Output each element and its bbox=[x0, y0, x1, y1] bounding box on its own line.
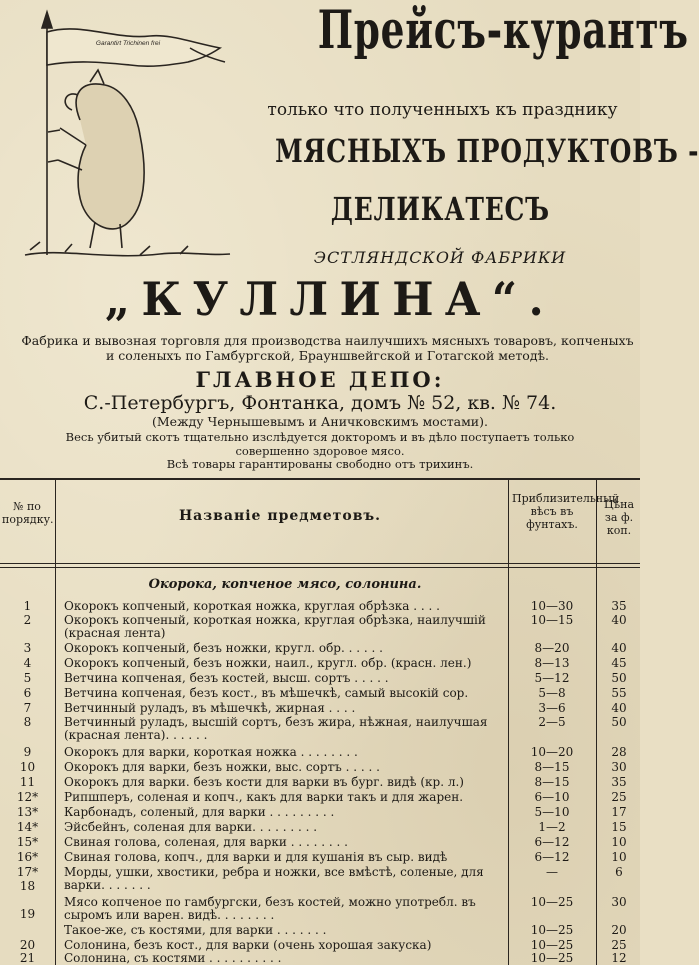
header-bottom-rule bbox=[0, 563, 640, 564]
row-name: Окорокъ для варки, короткая ножка . . . . . . . . bbox=[64, 745, 358, 759]
inspection-note: Весь убитый скотъ тщательно изслѣдуется докторомъ и въ дѣло поступаетъ только совершенно здоровое мясо. bbox=[65, 430, 575, 458]
row-weight: 8—20 bbox=[534, 641, 570, 655]
row-num: 1 bbox=[23, 599, 32, 613]
page-title: Прейсъ-курантъ bbox=[317, 0, 689, 61]
row-weight: 10—25 bbox=[530, 895, 574, 909]
row-weight: 6—10 bbox=[534, 790, 570, 804]
brand-name: „КУЛЛИНА“. bbox=[104, 272, 556, 326]
col-divider-1 bbox=[55, 478, 56, 965]
row-name: Окорокъ копченый, безъ ножки, кругл. обр. . . . . . bbox=[64, 641, 383, 655]
row-name: Окорокъ для варки, безъ ножки, выс. сортъ . . . . . bbox=[64, 760, 380, 774]
row-weight: 10—15 bbox=[530, 613, 574, 627]
row-name: Ветчина копченая, безъ кост., въ мѣшечкѣ, самый высокій сор. bbox=[64, 686, 469, 700]
row-num: 18 bbox=[19, 879, 36, 893]
row-weight: 8—15 bbox=[534, 775, 570, 789]
row-name: Солонина, безъ кост., для варки (очень хорошая закуска) bbox=[64, 938, 432, 952]
row-price: 28 bbox=[611, 745, 627, 759]
row-weight: 6—12 bbox=[534, 850, 570, 864]
row-price: 6 bbox=[615, 865, 623, 879]
row-num: 6 bbox=[23, 686, 32, 700]
row-weight: 10—20 bbox=[530, 745, 574, 759]
col-divider-3 bbox=[596, 478, 597, 965]
row-weight: 5—10 bbox=[534, 805, 570, 819]
depot-address: С.-Петербургъ, Фонтанка, домъ № 52, кв. № 74. bbox=[83, 392, 557, 414]
row-num: 5 bbox=[23, 671, 32, 685]
row-weight: — bbox=[546, 865, 558, 879]
row-price: 30 bbox=[611, 760, 627, 774]
row-price: 50 bbox=[611, 715, 627, 729]
guarantee-note: Всѣ товары гарантированы свободно отъ трихинъ. bbox=[166, 457, 474, 471]
price-table bbox=[0, 478, 640, 965]
company-description: Фабрика и вывозная торговля для производства наилучшихъ мясныхъ товаровъ, копченыхъ и соленыхъ по Гамбургской, Брауншвейгской и Готагской методѣ. bbox=[21, 333, 634, 363]
row-num: 21 bbox=[19, 951, 36, 965]
main-depot-heading: ГЛАВНОЕ ДЕПО: bbox=[195, 367, 445, 392]
estonian-factory-line: ЭСТЛЯНДСКОЙ ФАБРИКИ bbox=[313, 248, 567, 267]
row-weight: 3—6 bbox=[538, 701, 566, 715]
header-bottom-rule-2 bbox=[0, 567, 640, 568]
row-num: 10 bbox=[19, 760, 36, 774]
row-price: 45 bbox=[611, 656, 627, 670]
row-weight: 10—25 bbox=[530, 951, 574, 965]
row-name: Рипшперъ, соленая и копч., какъ для варки такъ и для жарен. bbox=[64, 790, 464, 804]
row-num: 3 bbox=[23, 641, 32, 655]
meat-products-heading: МЯСНЫХЪ ПРОДУКТОВЪ - bbox=[275, 132, 699, 170]
row-price: 25 bbox=[611, 790, 627, 804]
section-title: Окорока, копченое мясо, солонина. bbox=[148, 577, 422, 592]
row-weight: 2—5 bbox=[538, 715, 566, 729]
row-name: Мясо копченое по гамбургски, безъ костей, можно употребл. въ сыромъ или варен. видѣ. . . . . . . . bbox=[64, 895, 476, 922]
row-price: 35 bbox=[611, 599, 627, 613]
row-weight: 5—12 bbox=[534, 671, 570, 685]
row-price: 10 bbox=[611, 835, 627, 849]
row-num: 9 bbox=[23, 745, 32, 759]
address-note: (Между Чернышевымъ и Аничковскимъ мостами). bbox=[152, 414, 488, 429]
row-name: Окорокъ копченый, безъ ножки, наил., кругл. обр. (красн. лен.) bbox=[64, 656, 472, 670]
delicacy-heading: ДЕЛИКАТЕСЪ bbox=[330, 190, 550, 228]
row-num: 13* bbox=[16, 805, 39, 819]
row-num: 17* bbox=[16, 865, 39, 879]
row-price: 35 bbox=[611, 775, 627, 789]
pig-banner-illustration bbox=[20, 10, 235, 265]
row-name: Солонина, съ костями . . . . . . . . . . bbox=[64, 951, 282, 965]
row-price: 20 bbox=[611, 923, 627, 937]
row-num: 7 bbox=[23, 701, 32, 715]
row-num: 12* bbox=[16, 790, 39, 804]
banner-text: Garantirt Trichinen frei bbox=[95, 40, 161, 47]
row-price: 40 bbox=[611, 613, 627, 627]
row-weight: 5—8 bbox=[538, 686, 566, 700]
row-name: Ветчина копченая, безъ костей, высш. сортъ . . . . . bbox=[64, 671, 389, 685]
row-name: Такое-же, съ костями, для варки . . . . . . . bbox=[64, 923, 327, 937]
table-top-rule bbox=[0, 478, 640, 480]
row-name: Эйсбейнъ, соленая для варки. . . . . . . . . bbox=[64, 820, 318, 834]
header-num: № по порядку. bbox=[2, 500, 54, 526]
row-name: Свиная голова, копч., для варки и для кушанія въ сыр. видѣ bbox=[64, 850, 448, 864]
subtitle: только что полученныхъ къ празднику bbox=[267, 100, 618, 120]
row-price: 10 bbox=[611, 850, 627, 864]
row-num: 4 bbox=[23, 656, 32, 670]
header-weight: Приблизительный вѣсъ въ фунтахъ. bbox=[512, 492, 620, 531]
row-name: Ветчинный руладъ, въ мѣшечкѣ, жирная . . . . bbox=[64, 701, 356, 715]
row-price: 12 bbox=[611, 951, 627, 965]
row-num: 16* bbox=[16, 850, 39, 864]
row-num: 2 bbox=[23, 613, 32, 627]
row-price: 25 bbox=[611, 938, 627, 952]
row-num: 20 bbox=[19, 938, 36, 952]
row-weight: 10—25 bbox=[530, 923, 574, 937]
row-price: 50 bbox=[611, 671, 627, 685]
row-name: Ветчинный руладъ, высшій сортъ, безъ жира, нѣжная, наилучшая (красная лента). . . . . . bbox=[64, 715, 488, 742]
row-name: Окорокъ для варки. безъ кости для варки въ бург. видѣ (кр. л.) bbox=[64, 775, 464, 789]
row-price: 40 bbox=[611, 701, 627, 715]
row-weight: 10—25 bbox=[530, 938, 574, 952]
row-name: Окорокъ копченый, короткая ножка, круглая обрѣзка . . . . bbox=[64, 599, 440, 613]
row-price: 17 bbox=[611, 805, 627, 819]
row-price: 30 bbox=[611, 895, 627, 909]
row-num: 8 bbox=[23, 715, 32, 729]
header-name: Названіе предметовъ. bbox=[178, 508, 382, 524]
row-weight: 8—15 bbox=[534, 760, 570, 774]
row-price: 40 bbox=[611, 641, 627, 655]
row-num: 14* bbox=[16, 820, 39, 834]
row-weight: 1—2 bbox=[538, 820, 566, 834]
row-name: Морды, ушки, хвостики, ребра и ножки, все вмѣстѣ, соленые, для варки. . . . . . . bbox=[64, 865, 484, 892]
row-num: 11 bbox=[19, 775, 36, 789]
row-name: Свиная голова, соленая, для варки . . . . . . . . bbox=[64, 835, 348, 849]
row-num: 15* bbox=[16, 835, 39, 849]
row-name: Карбонадъ, соленый, для варки . . . . . . . . . bbox=[64, 805, 335, 819]
row-weight: 8—13 bbox=[534, 656, 570, 670]
header-price: Цѣна за ф. коп. bbox=[603, 498, 635, 537]
row-weight: 10—30 bbox=[530, 599, 574, 613]
row-num: 19 bbox=[19, 907, 36, 921]
row-weight: 6—12 bbox=[534, 835, 570, 849]
row-name: Окорокъ копченый, короткая ножка, круглая обрѣзка, наилучшій (красная лента) bbox=[64, 613, 486, 640]
row-price: 15 bbox=[611, 820, 627, 834]
row-price: 55 bbox=[611, 686, 627, 700]
